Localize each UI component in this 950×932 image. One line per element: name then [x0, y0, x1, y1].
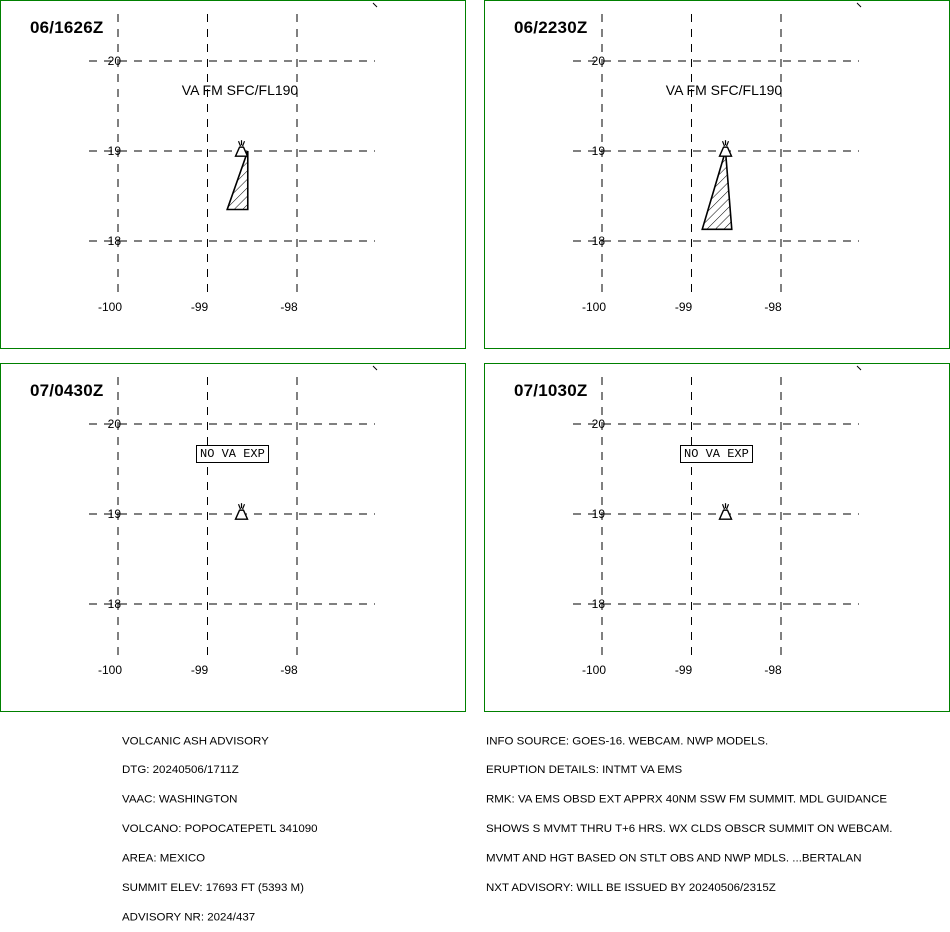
advisory-line: NXT ADVISORY: WILL BE ISSUED BY 20240506/2315Z: [486, 882, 776, 894]
lat-tick-label: 18: [107, 597, 121, 611]
map-grid: [1, 364, 466, 712]
corner-mark: [857, 3, 861, 7]
advisory-line: VAAC: WASHINGTON: [122, 794, 238, 806]
lon-tick-label: -99: [674, 300, 693, 314]
advisory-line: RMK: VA EMS OBSD EXT APPRX 40NM SSW FM SUMMIT. MDL GUIDANCE: [486, 794, 888, 806]
lon-tick-label: -100: [97, 663, 123, 677]
lat-tick-label: 19: [591, 507, 605, 521]
advisory-line: ADVISORY NR: 2024/437: [122, 911, 256, 924]
lat-tick-label: 19: [591, 144, 605, 158]
lon-tick-label: -98: [280, 663, 298, 677]
advisory-line: MVMT AND HGT BASED ON STLT OBS AND NWP MDLS. ...BERTALAN: [486, 852, 862, 865]
advisory-line: VOLCANIC ASH ADVISORY: [122, 735, 269, 748]
panel-obs: [0, 0, 466, 349]
advisory-line: AREA: MEXICO: [122, 852, 206, 865]
lon-tick-label: -100: [97, 300, 123, 314]
panel-time-label: 07/0430Z: [30, 381, 104, 400]
advisory-header-block: [122, 717, 318, 932]
no-va-exp-box: NO VA EXP: [680, 445, 753, 463]
lat-tick-label: 20: [591, 54, 605, 68]
lon-tick-label: -98: [280, 300, 298, 314]
panel-fcst-12hr: [0, 363, 466, 712]
lat-tick-label: 18: [591, 597, 605, 611]
ash-cloud-polygon: [227, 151, 248, 210]
map-grid: [485, 1, 950, 349]
panel-fcst-6hr: [484, 0, 950, 349]
panel-time-label: 06/1626Z: [30, 18, 104, 37]
lat-tick-label: 18: [591, 234, 605, 248]
corner-mark: [857, 366, 861, 370]
panel-time-label: 07/1030Z: [514, 381, 588, 400]
lat-tick-label: 20: [107, 417, 121, 431]
advisory-line: SUMMIT ELEV: 17693 FT (5393 M): [122, 882, 304, 894]
advisory-line: DTG: 20240506/1711Z: [122, 764, 239, 777]
volcano-triangle-icon: [236, 503, 248, 519]
lon-tick-label: -100: [581, 663, 607, 677]
ash-cloud-polygon: [702, 151, 732, 229]
lon-tick-label: -98: [764, 300, 782, 314]
volcano-triangle-icon: [236, 140, 248, 156]
map-grid: [1, 1, 466, 349]
lat-tick-label: 20: [107, 54, 121, 68]
panel-time-label: 06/2230Z: [514, 18, 588, 37]
lon-tick-label: -99: [190, 663, 209, 677]
volcano-triangle-icon: [720, 503, 732, 519]
advisory-line: SHOWS S MVMT THRU T+6 HRS. WX CLDS OBSCR SUMMIT ON WEBCAM.: [486, 823, 893, 836]
lon-tick-label: -100: [581, 300, 607, 314]
map-grid: [485, 364, 950, 712]
corner-mark: [373, 366, 377, 370]
lon-tick-label: -98: [764, 663, 782, 677]
advisory-line: VOLCANO: POPOCATEPETL 341090: [122, 823, 318, 836]
lat-tick-label: 19: [107, 507, 121, 521]
advisory-remarks-block: [486, 717, 892, 903]
lat-tick-label: 18: [107, 234, 121, 248]
panel-fcst-18hr: [484, 363, 950, 712]
volcano-triangle-icon: [720, 140, 732, 156]
flight-level-label: VA FM SFC/FL190: [181, 82, 299, 98]
flight-level-label: VA FM SFC/FL190: [665, 82, 783, 98]
lon-tick-label: -99: [190, 300, 209, 314]
no-va-exp-box: NO VA EXP: [196, 445, 269, 463]
lon-tick-label: -99: [674, 663, 693, 677]
corner-mark: [373, 3, 377, 7]
advisory-line: INFO SOURCE: GOES-16. WEBCAM. NWP MODELS.: [486, 735, 769, 748]
lat-tick-label: 19: [107, 144, 121, 158]
lat-tick-label: 20: [591, 417, 605, 431]
advisory-line: ERUPTION DETAILS: INTMT VA EMS: [486, 764, 683, 777]
